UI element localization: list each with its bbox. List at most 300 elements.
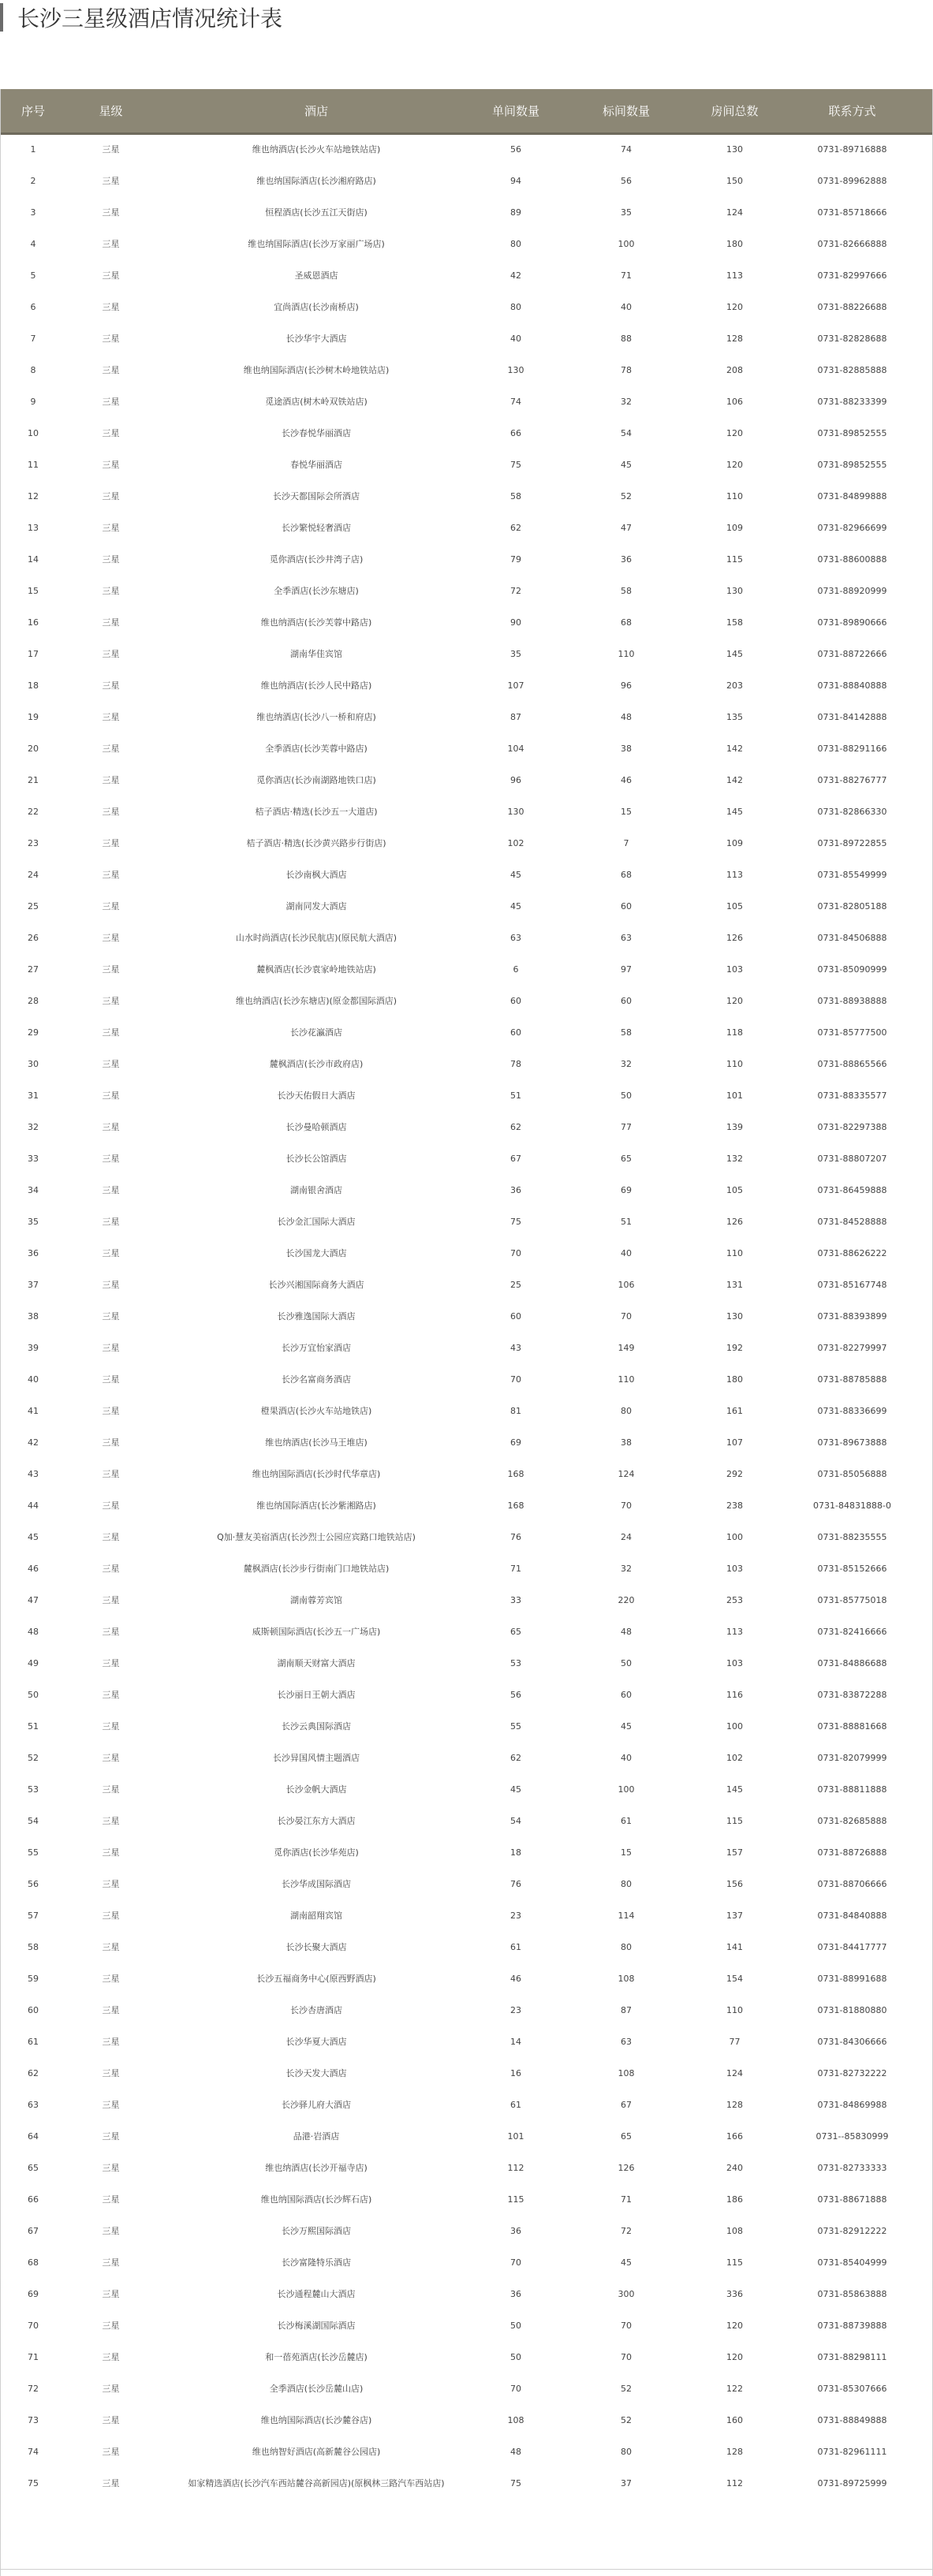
cell-index: 57 xyxy=(28,1910,39,1921)
cell-hotel-name: 长沙通程麓山大酒店 xyxy=(277,2288,356,2299)
cell-contact: 0731-88671888 xyxy=(817,2194,887,2205)
cell-hotel-name: 长沙长公馆酒店 xyxy=(285,1153,347,1164)
cell-single-rooms: 36 xyxy=(510,2288,521,2299)
cell-standard-rooms: 78 xyxy=(621,364,632,375)
cell-contact: 0731-84142888 xyxy=(817,711,887,722)
cell-index: 7 xyxy=(30,333,36,344)
cell-index: 12 xyxy=(28,490,39,501)
table-row xyxy=(1,1079,932,1111)
cell-total-rooms: 130 xyxy=(726,144,743,155)
cell-contact: 0731-82961111 xyxy=(817,2446,887,2457)
cell-index: 71 xyxy=(28,2351,39,2362)
cell-index: 25 xyxy=(28,900,39,911)
cell-total-rooms: 128 xyxy=(726,2099,743,2110)
cell-star: 三星 xyxy=(102,396,120,407)
cell-single-rooms: 104 xyxy=(507,743,524,754)
cell-hotel-name: 长沙名富商务酒店 xyxy=(282,1374,351,1385)
cell-index: 33 xyxy=(28,1153,39,1164)
cell-standard-rooms: 7 xyxy=(623,837,629,848)
cell-single-rooms: 168 xyxy=(507,1468,524,1479)
cell-total-rooms: 208 xyxy=(726,364,743,375)
table-row xyxy=(1,2278,932,2309)
cell-standard-rooms: 110 xyxy=(618,1374,635,1385)
table-row xyxy=(1,985,932,1016)
cell-contact: 0731-89890666 xyxy=(817,617,887,628)
cell-hotel-name: 觅你酒店(长沙华苑店) xyxy=(274,1847,359,1858)
cell-contact: 0731-88706666 xyxy=(817,1878,887,1889)
table-row xyxy=(1,1931,932,1963)
cell-star: 三星 xyxy=(102,900,120,911)
table-row xyxy=(1,1742,932,1773)
cell-total-rooms: 145 xyxy=(726,806,743,817)
cell-star: 三星 xyxy=(102,2131,120,2142)
cell-standard-rooms: 70 xyxy=(621,1310,632,1322)
cell-standard-rooms: 87 xyxy=(621,2004,632,2015)
cell-star: 三星 xyxy=(102,2067,120,2078)
header-hotel: 酒店 xyxy=(156,89,476,133)
cell-standard-rooms: 60 xyxy=(621,995,632,1006)
cell-standard-rooms: 68 xyxy=(621,617,632,628)
cell-total-rooms: 120 xyxy=(726,2351,743,2362)
cell-index: 59 xyxy=(28,1973,39,1984)
cell-single-rooms: 61 xyxy=(510,1941,521,1952)
cell-standard-rooms: 40 xyxy=(621,301,632,312)
title-bar xyxy=(0,0,933,47)
cell-single-rooms: 130 xyxy=(507,806,524,817)
table-row xyxy=(1,733,932,764)
cell-standard-rooms: 70 xyxy=(621,2320,632,2331)
cell-hotel-name: 湖南顺天财富大酒店 xyxy=(277,1657,356,1668)
cell-star: 三星 xyxy=(102,175,120,186)
cell-standard-rooms: 70 xyxy=(621,1500,632,1511)
cell-index: 49 xyxy=(28,1657,39,1668)
cell-index: 8 xyxy=(30,364,36,375)
cell-index: 11 xyxy=(28,459,39,470)
cell-star: 三星 xyxy=(102,554,120,565)
cell-contact: 0731-85152666 xyxy=(817,1563,887,1574)
cell-single-rooms: 45 xyxy=(510,900,521,911)
cell-contact: 0731-85777500 xyxy=(817,1027,887,1038)
cell-single-rooms: 70 xyxy=(510,2257,521,2268)
cell-star: 三星 xyxy=(102,2477,120,2488)
cell-index: 28 xyxy=(28,995,39,1006)
cell-index: 56 xyxy=(28,1878,39,1889)
cell-star: 三星 xyxy=(102,490,120,501)
cell-single-rooms: 23 xyxy=(510,1910,521,1921)
cell-star: 三星 xyxy=(102,1500,120,1511)
cell-total-rooms: 109 xyxy=(726,837,743,848)
cell-total-rooms: 132 xyxy=(726,1153,743,1164)
cell-hotel-name: 如家精选酒店(长沙汽车西站麓谷高新园店)(原枫林三路汽车西站店) xyxy=(188,2477,445,2488)
cell-hotel-name: 长沙天佑假日大酒店 xyxy=(277,1090,356,1101)
cell-standard-rooms: 108 xyxy=(618,1973,635,1984)
cell-standard-rooms: 38 xyxy=(621,743,632,754)
table-row xyxy=(1,2183,932,2215)
cell-star: 三星 xyxy=(102,806,120,817)
cell-total-rooms: 105 xyxy=(726,1184,743,1195)
cell-star: 三星 xyxy=(102,2446,120,2457)
cell-single-rooms: 53 xyxy=(510,1657,521,1668)
cell-standard-rooms: 60 xyxy=(621,900,632,911)
cell-total-rooms: 118 xyxy=(726,1027,743,1038)
cell-hotel-name: 维也纳酒店(长沙人民中路店) xyxy=(260,680,372,691)
cell-index: 19 xyxy=(28,711,39,722)
cell-index: 6 xyxy=(30,301,36,312)
cell-contact: 0731-88722666 xyxy=(817,648,887,659)
cell-total-rooms: 122 xyxy=(726,2383,743,2394)
cell-star: 三星 xyxy=(102,1437,120,1448)
cell-total-rooms: 131 xyxy=(726,1279,743,1290)
cell-total-rooms: 101 xyxy=(726,1090,743,1101)
cell-contact: 0731-84506888 xyxy=(817,932,887,943)
cell-hotel-name: 湖南韶翔宾馆 xyxy=(290,1910,342,1921)
cell-hotel-name: 长沙万宜怡家酒店 xyxy=(282,1342,351,1353)
cell-standard-rooms: 52 xyxy=(621,2414,632,2425)
cell-standard-rooms: 15 xyxy=(621,1847,632,1858)
cell-single-rooms: 25 xyxy=(510,1279,521,1290)
table-row xyxy=(1,1679,932,1710)
cell-index: 23 xyxy=(28,837,39,848)
cell-total-rooms: 157 xyxy=(726,1847,743,1858)
cell-contact: 0731-88840888 xyxy=(817,680,887,691)
cell-index: 50 xyxy=(28,1689,39,1700)
cell-single-rooms: 54 xyxy=(510,1815,521,1826)
cell-star: 三星 xyxy=(102,1973,120,1984)
cell-hotel-name: 麓枫酒店(长沙步行街南门口地铁站店) xyxy=(243,1563,390,1574)
cell-hotel-name: 长沙丽日王朝大酒店 xyxy=(277,1689,356,1700)
cell-hotel-name: 长沙天发大酒店 xyxy=(285,2067,347,2078)
cell-star: 三星 xyxy=(102,1657,120,1668)
cell-standard-rooms: 32 xyxy=(621,1058,632,1069)
cell-standard-rooms: 71 xyxy=(621,2194,632,2205)
cell-contact: 0731-89673888 xyxy=(817,1437,887,1448)
cell-hotel-name: 长沙金帆大酒店 xyxy=(285,1784,347,1795)
cell-single-rooms: 6 xyxy=(513,964,519,975)
cell-index: 70 xyxy=(28,2320,39,2331)
cell-standard-rooms: 54 xyxy=(621,427,632,438)
table-row xyxy=(1,1521,932,1553)
table-row xyxy=(1,701,932,733)
cell-star: 三星 xyxy=(102,522,120,533)
cell-index: 10 xyxy=(28,427,39,438)
cell-hotel-name: 麓枫酒店(长沙市政府店) xyxy=(269,1058,364,1069)
table-row xyxy=(1,1584,932,1616)
cell-single-rooms: 42 xyxy=(510,270,521,281)
table-row xyxy=(1,953,932,985)
hotel-stats-table xyxy=(1,89,932,2499)
cell-standard-rooms: 74 xyxy=(621,144,632,155)
cell-single-rooms: 51 xyxy=(510,1090,521,1101)
cell-star: 三星 xyxy=(102,1468,120,1479)
table-row xyxy=(1,2026,932,2057)
cell-index: 26 xyxy=(28,932,39,943)
table-row xyxy=(1,2373,932,2404)
cell-total-rooms: 166 xyxy=(726,2131,743,2142)
cell-hotel-name: 长沙长聚大酒店 xyxy=(285,1941,347,1952)
cell-index: 63 xyxy=(28,2099,39,2110)
cell-total-rooms: 141 xyxy=(726,1941,743,1952)
cell-star: 三星 xyxy=(102,869,120,880)
table-row xyxy=(1,1647,932,1679)
cell-single-rooms: 58 xyxy=(510,490,521,501)
cell-star: 三星 xyxy=(102,837,120,848)
cell-index: 73 xyxy=(28,2414,39,2425)
cell-total-rooms: 124 xyxy=(726,2067,743,2078)
cell-contact: 0731-88298111 xyxy=(817,2351,887,2362)
cell-hotel-name: 桔子酒店·精选(长沙五一大道店) xyxy=(255,806,378,817)
cell-contact: 0731-82805188 xyxy=(817,900,887,911)
cell-index: 9 xyxy=(30,396,36,407)
cell-star: 三星 xyxy=(102,1342,120,1353)
page-title: 长沙三星级酒店情况统计表 xyxy=(17,6,283,32)
cell-single-rooms: 60 xyxy=(510,1310,521,1322)
cell-single-rooms: 112 xyxy=(507,2162,524,2173)
cell-hotel-name: 维也纳国际酒店(长沙树木岭地铁站店) xyxy=(243,364,390,375)
table-row xyxy=(1,2089,932,2120)
cell-index: 43 xyxy=(28,1468,39,1479)
cell-standard-rooms: 65 xyxy=(621,1153,632,1164)
cell-contact: 0731-88865566 xyxy=(817,1058,887,1069)
cell-hotel-name: 维也纳酒店(长沙芙蓉中路店) xyxy=(260,617,372,628)
cell-standard-rooms: 45 xyxy=(621,1720,632,1732)
table-row xyxy=(1,1836,932,1868)
cell-star: 三星 xyxy=(102,144,120,155)
cell-star: 三星 xyxy=(102,964,120,975)
cell-hotel-name: 维也纳酒店(长沙火车站地铁站店) xyxy=(252,144,381,155)
cell-single-rooms: 78 xyxy=(510,1058,521,1069)
cell-index: 41 xyxy=(28,1405,39,1416)
cell-single-rooms: 80 xyxy=(510,301,521,312)
cell-single-rooms: 76 xyxy=(510,1878,521,1889)
cell-total-rooms: 336 xyxy=(726,2288,743,2299)
cell-total-rooms: 110 xyxy=(726,2004,743,2015)
cell-standard-rooms: 100 xyxy=(618,238,635,249)
cell-standard-rooms: 48 xyxy=(621,1626,632,1637)
cell-contact: 0731-84899888 xyxy=(817,490,887,501)
cell-star: 三星 xyxy=(102,2383,120,2394)
cell-total-rooms: 100 xyxy=(726,1531,743,1542)
cell-standard-rooms: 71 xyxy=(621,270,632,281)
cell-single-rooms: 67 xyxy=(510,1153,521,1164)
cell-star: 三星 xyxy=(102,270,120,281)
table-row xyxy=(1,2467,932,2499)
table-row xyxy=(1,922,932,953)
cell-star: 三星 xyxy=(102,2414,120,2425)
cell-star: 三星 xyxy=(102,1689,120,1700)
cell-total-rooms: 100 xyxy=(726,1720,743,1732)
cell-contact: 0731-88739888 xyxy=(817,2320,887,2331)
cell-index: 24 xyxy=(28,869,39,880)
cell-single-rooms: 69 xyxy=(510,1437,521,1448)
cell-index: 36 xyxy=(28,1247,39,1258)
cell-total-rooms: 203 xyxy=(726,680,743,691)
cell-standard-rooms: 47 xyxy=(621,522,632,533)
cell-hotel-name: 长沙春悦华丽酒店 xyxy=(282,427,351,438)
cell-hotel-name: 长沙国龙大酒店 xyxy=(285,1247,347,1258)
cell-index: 75 xyxy=(28,2477,39,2488)
table-row xyxy=(1,259,932,291)
cell-standard-rooms: 58 xyxy=(621,585,632,596)
cell-total-rooms: 130 xyxy=(726,1310,743,1322)
cell-single-rooms: 74 xyxy=(510,396,521,407)
cell-hotel-name: 湖南同发大酒店 xyxy=(285,900,347,911)
cell-contact: 0731-84417777 xyxy=(817,1941,887,1952)
cell-total-rooms: 192 xyxy=(726,1342,743,1353)
cell-hotel-name: 长沙雅逸国际大酒店 xyxy=(277,1310,356,1322)
cell-single-rooms: 45 xyxy=(510,1784,521,1795)
table-row xyxy=(1,859,932,890)
cell-contact: 0731-82732222 xyxy=(817,2067,887,2078)
table-row xyxy=(1,196,932,228)
cell-star: 三星 xyxy=(102,585,120,596)
cell-index: 66 xyxy=(28,2194,39,2205)
cell-star: 三星 xyxy=(102,1279,120,1290)
cell-total-rooms: 120 xyxy=(726,2320,743,2331)
cell-star: 三星 xyxy=(102,680,120,691)
cell-single-rooms: 40 xyxy=(510,333,521,344)
table-row xyxy=(1,1174,932,1206)
cell-contact: 0731-81880880 xyxy=(817,2004,887,2015)
cell-hotel-name: 长沙万熙国际酒店 xyxy=(282,2225,351,2236)
cell-star: 三星 xyxy=(102,1531,120,1542)
cell-standard-rooms: 68 xyxy=(621,869,632,880)
cell-index: 27 xyxy=(28,964,39,975)
cell-hotel-name: 和一蓓苑酒店(长沙岳麓店) xyxy=(265,2351,368,2362)
cell-contact: 0731-88336699 xyxy=(817,1405,887,1416)
cell-contact: 0731-89716888 xyxy=(817,144,887,155)
cell-single-rooms: 62 xyxy=(510,1752,521,1763)
cell-contact: 0731-89725999 xyxy=(817,2477,887,2488)
cell-standard-rooms: 124 xyxy=(618,1468,635,1479)
cell-standard-rooms: 32 xyxy=(621,396,632,407)
cell-contact: 0731-88335577 xyxy=(817,1090,887,1101)
cell-hotel-name: 长沙南枫大酒店 xyxy=(285,869,347,880)
table-row xyxy=(1,1300,932,1332)
cell-single-rooms: 168 xyxy=(507,1500,524,1511)
cell-contact: 0731-85775018 xyxy=(817,1594,887,1605)
cell-standard-rooms: 40 xyxy=(621,1752,632,1763)
cell-standard-rooms: 80 xyxy=(621,1405,632,1416)
cell-contact: 0731-85404999 xyxy=(817,2257,887,2268)
table-row xyxy=(1,1773,932,1805)
table-header-row xyxy=(1,89,932,133)
cell-hotel-name: 维也纳国际酒店(长沙麓谷店) xyxy=(260,2414,372,2425)
cell-star: 三星 xyxy=(102,1720,120,1732)
cell-total-rooms: 130 xyxy=(726,585,743,596)
cell-single-rooms: 66 xyxy=(510,427,521,438)
cell-hotel-name: 维也纳酒店(长沙东塘店)(原金都国际酒店) xyxy=(235,995,397,1006)
table-row xyxy=(1,165,932,196)
cell-hotel-name: 恒程酒店(长沙五江天街店) xyxy=(265,207,368,218)
cell-hotel-name: 春悦华丽酒店 xyxy=(290,459,342,470)
table-row xyxy=(1,322,932,354)
cell-contact: 0731-88938888 xyxy=(817,995,887,1006)
cell-index: 61 xyxy=(28,2036,39,2047)
cell-hotel-name: 维也纳国际酒店(长沙万家丽广场店) xyxy=(248,238,385,249)
cell-index: 39 xyxy=(28,1342,39,1353)
table-row xyxy=(1,2341,932,2373)
cell-standard-rooms: 100 xyxy=(618,1784,635,1795)
cell-index: 45 xyxy=(28,1531,39,1542)
cell-standard-rooms: 24 xyxy=(621,1531,632,1542)
header-star: 星级 xyxy=(65,89,156,133)
cell-star: 三星 xyxy=(102,2351,120,2362)
cell-standard-rooms: 114 xyxy=(618,1910,635,1921)
cell-single-rooms: 63 xyxy=(510,932,521,943)
cell-standard-rooms: 36 xyxy=(621,554,632,565)
cell-index: 15 xyxy=(28,585,39,596)
cell-hotel-name: 长沙异国风情主题酒店 xyxy=(273,1752,360,1763)
cell-standard-rooms: 220 xyxy=(618,1594,635,1605)
cell-single-rooms: 70 xyxy=(510,1247,521,1258)
cell-total-rooms: 120 xyxy=(726,301,743,312)
table-row xyxy=(1,1269,932,1300)
cell-hotel-name: 长沙华成国际酒店 xyxy=(282,1878,351,1889)
cell-contact: 0731-89852555 xyxy=(817,427,887,438)
cell-contact: 0731-88626222 xyxy=(817,1247,887,1258)
cell-single-rooms: 56 xyxy=(510,144,521,155)
cell-single-rooms: 80 xyxy=(510,238,521,249)
cell-star: 三星 xyxy=(102,207,120,218)
table-row xyxy=(1,1553,932,1584)
cell-standard-rooms: 65 xyxy=(621,2131,632,2142)
cell-single-rooms: 81 xyxy=(510,1405,521,1416)
cell-total-rooms: 292 xyxy=(726,1468,743,1479)
cell-total-rooms: 150 xyxy=(726,175,743,186)
cell-star: 三星 xyxy=(102,1247,120,1258)
cell-star: 三星 xyxy=(102,1784,120,1795)
cell-index: 2 xyxy=(30,175,36,186)
cell-star: 三星 xyxy=(102,1847,120,1858)
cell-contact: 0731-82416666 xyxy=(817,1626,887,1637)
cell-standard-rooms: 149 xyxy=(618,1342,635,1353)
cell-contact: 0731-82966699 xyxy=(817,522,887,533)
cell-index: 38 xyxy=(28,1310,39,1322)
cell-standard-rooms: 51 xyxy=(621,1216,632,1227)
table-row xyxy=(1,575,932,606)
cell-index: 67 xyxy=(28,2225,39,2236)
cell-total-rooms: 110 xyxy=(726,490,743,501)
cell-standard-rooms: 106 xyxy=(618,1279,635,1290)
cell-star: 三星 xyxy=(102,2162,120,2173)
table-row xyxy=(1,1868,932,1899)
cell-single-rooms: 71 xyxy=(510,1563,521,1574)
cell-hotel-name: 维也纳酒店(长沙八一桥和府店) xyxy=(256,711,376,722)
cell-hotel-name: 维也纳酒店(长沙马王堆店) xyxy=(265,1437,368,1448)
cell-hotel-name: 宜尚酒店(长沙南桥店) xyxy=(274,301,359,312)
cell-contact: 0731-85167748 xyxy=(817,1279,887,1290)
cell-standard-rooms: 45 xyxy=(621,459,632,470)
cell-single-rooms: 94 xyxy=(510,175,521,186)
cell-star: 三星 xyxy=(102,459,120,470)
cell-contact: 0731-88881668 xyxy=(817,1720,887,1732)
cell-star: 三星 xyxy=(102,1626,120,1637)
cell-index: 17 xyxy=(28,648,39,659)
cell-contact: 0731-84869988 xyxy=(817,2099,887,2110)
cell-index: 69 xyxy=(28,2288,39,2299)
cell-star: 三星 xyxy=(102,711,120,722)
cell-contact: 0731-89722855 xyxy=(817,837,887,848)
cell-single-rooms: 130 xyxy=(507,364,524,375)
cell-index: 5 xyxy=(30,270,36,281)
cell-single-rooms: 70 xyxy=(510,1374,521,1385)
cell-star: 三星 xyxy=(102,1121,120,1132)
header-standard-rooms: 标间数量 xyxy=(555,89,697,133)
cell-index: 16 xyxy=(28,617,39,628)
cell-standard-rooms: 45 xyxy=(621,2257,632,2268)
table-row xyxy=(1,2120,932,2152)
cell-hotel-name: 长沙曼哈顿酒店 xyxy=(285,1121,347,1132)
